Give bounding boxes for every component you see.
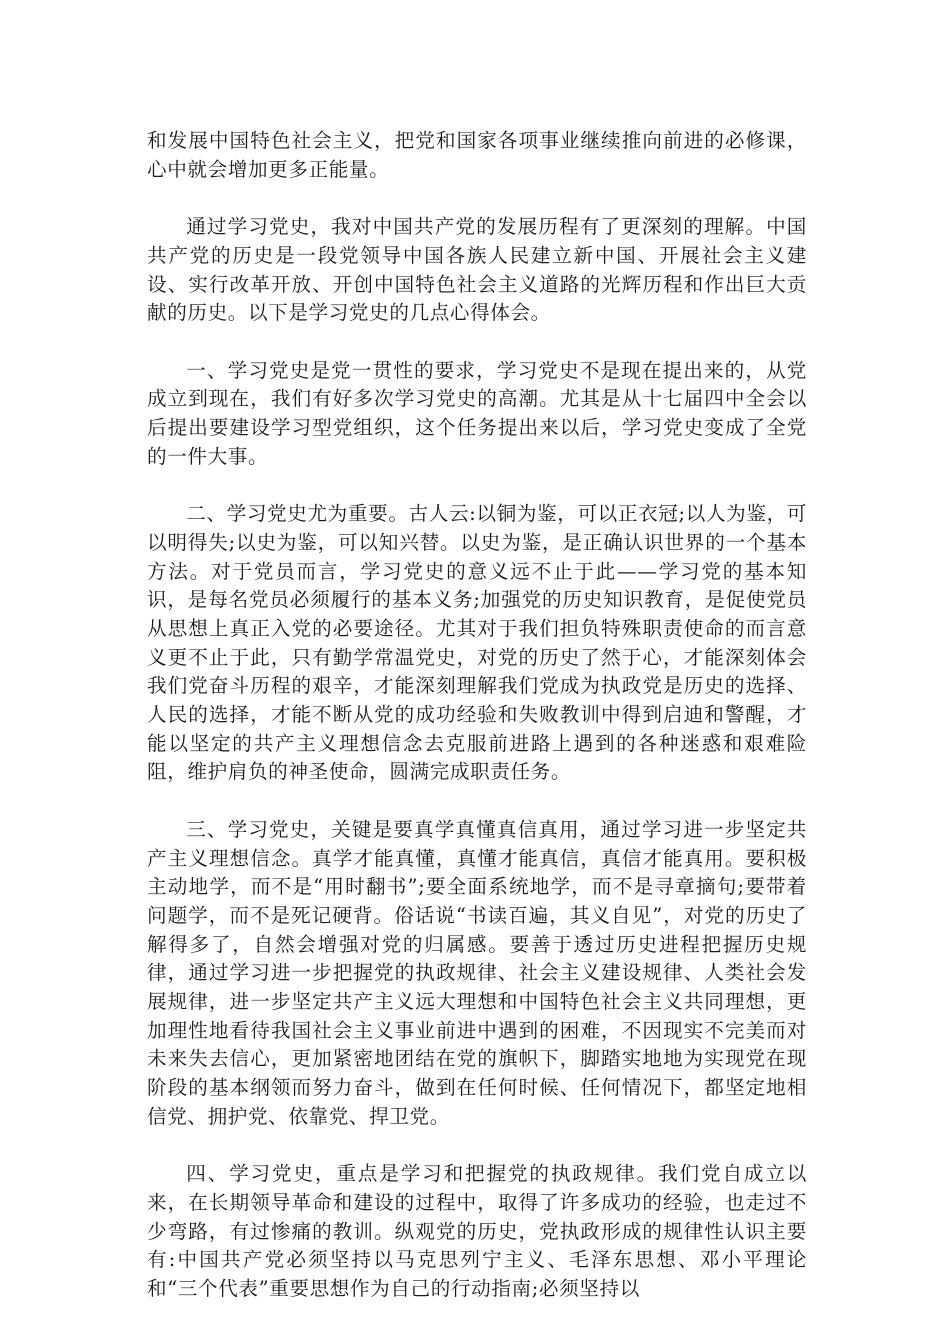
document-page <box>147 127 807 1332</box>
paragraph-intro: 通过学习党史，我对中国共产党的发展历程有了更深刻的理解。中国共产党的历史是一段党领导中国各族人民建立新中国、开展社会主义建设、实行改革开放、开创中国特色社会主义道路的光辉历程和作出巨大贡献的历史。以下是学习党史的几点心得体会。 <box>147 215 807 325</box>
paragraph-point-1: 一、学习党史是党一贯性的要求，学习党史不是现在提出来的，从党成立到现在，我们有好多次学习党史的高潮。尤其是从十七届四中全会以后提出要建设学习型党组织，这个任务提出来以后，学习党史变成了全党的一件大事。 <box>147 358 807 468</box>
paragraph-point-3: 三、学习党史，关键是要真学真懂真信真用，通过学习进一步坚定共产主义理想信念。真学才能真懂，真懂才能真信，真信才能真用。要积极主动地学，而不是“用时翻书”;要全面系统地学，而不是寻章摘句;要带着问题学，而不是死记硬背。俗话说“书读百遍，其义自见”，对党的历史了解得多了，自然会增强对党的归属感。要善于透过历史进程把握历史规律，通过学习进一步把握党的执政规律、社会主义建设规律、人类社会发展规律，进一步坚定共产主义远大理想和中国特色社会主义共同理想，更加理性地看待我国社会主义事业前进中遇到的困难，不因现实不完美而对未来失去信心，更加紧密地团结在党的旗帜下，脚踏实地地为实现党在现阶段的基本纲领而努力奋斗，做到在任何时候、任何情况下，都坚定地相信党、拥护党、依靠党、捍卫党。 <box>147 817 807 1128</box>
paragraph-point-4: 四、学习党史，重点是学习和把握党的执政规律。我们党自成立以来，在长期领导革命和建设的过程中，取得了许多成功的经验，也走过不少弯路，有过惨痛的教训。纵观党的历史，党执政形成的规律性认识主要有:中国共产党必须坚持以马克思列宁主义、毛泽东思想、邓小平理论和“三个代表”重要思想作为自己的行动指南;必须坚持以 <box>147 1162 807 1301</box>
paragraph-continued: 和发展中国特色社会主义，把党和国家各项事业继续推向前进的必修课，心中就会增加更多正能量。 <box>147 129 807 181</box>
paragraph-point-2: 二、学习党史尤为重要。古人云:以铜为鉴，可以正衣冠;以人为鉴，可以明得失;以史为鉴，可以知兴替。以史为鉴，是正确认识世界的一个基本方法。对于党员而言，学习党史的意义远不止于此——学习党的基本知识，是每名党员必须履行的基本义务;加强党的历史知识教育，是促使党员从思想上真正入党的必要途径。尤其对于我们担负特殊职责使命的而言意义更不止于此，只有勤学常温党史，对党的历史了然于心，才能深刻体会我们党奋斗历程的艰辛，才能深刻理解我们党成为执政党是历史的选择、人民的选择，才能不断从党的成功经验和失败教训中得到启迪和警醒，才能以坚定的共产主义理想信念去克服前进路上遇到的各种迷惑和艰难险阻，维护肩负的神圣使命，圆满完成职责任务。 <box>147 502 807 784</box>
